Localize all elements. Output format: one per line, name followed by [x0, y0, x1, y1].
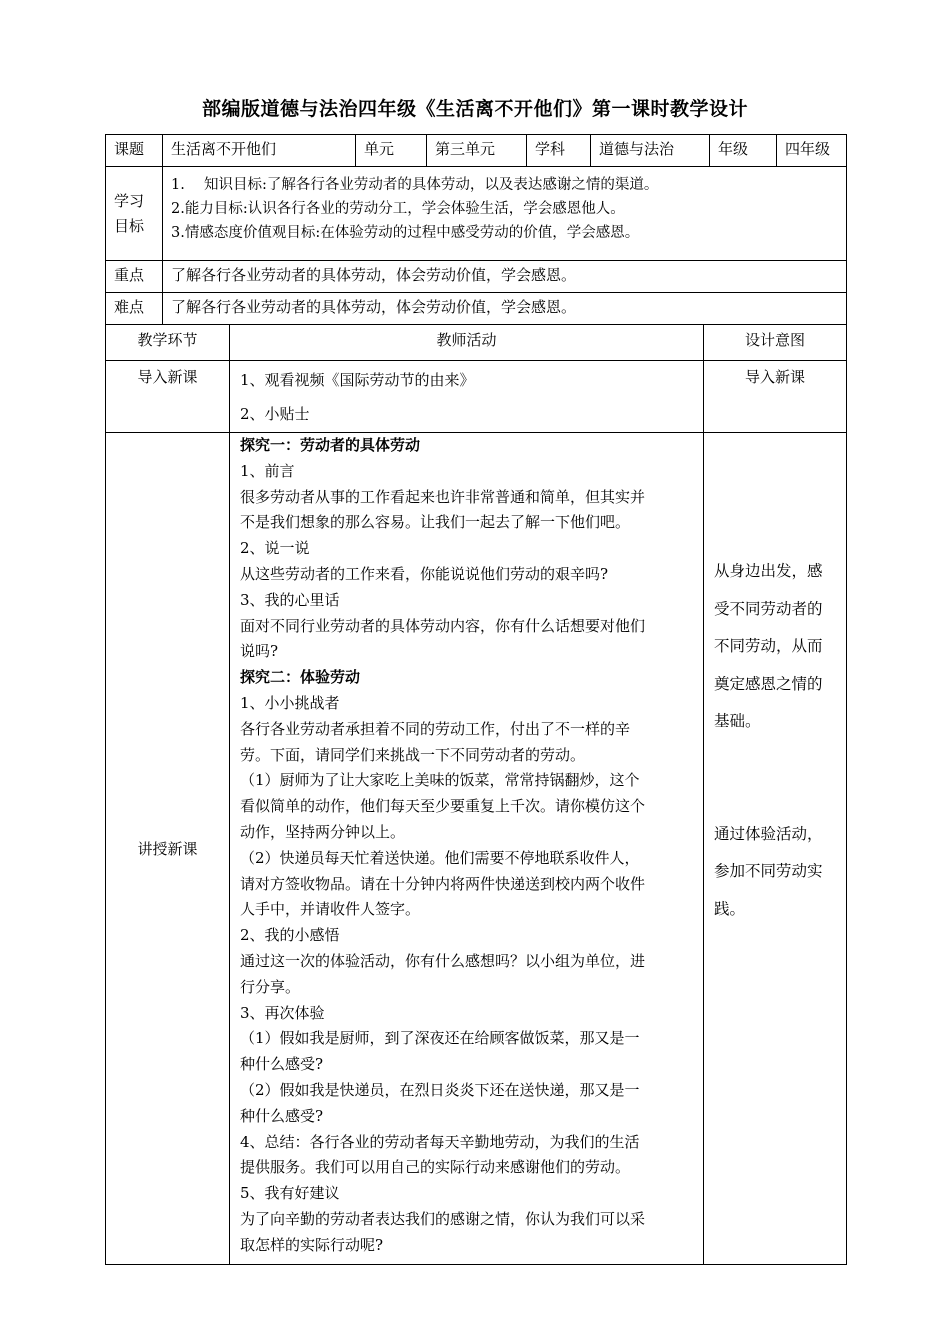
activity-line: （1）厨师为了让大家吃上美味的饭菜，常常持锅翻炒，这个	[240, 771, 640, 790]
intent-line: 通过体验活动，	[714, 824, 823, 843]
section-heading: 探究二：体验劳动	[240, 668, 361, 687]
grade-value: 四年级	[777, 135, 847, 167]
intro-item-tips: 2、小贴士	[240, 405, 310, 423]
activity-line: 劳。下面，请同学们来挑战一下不同劳动者的劳动。	[240, 745, 586, 764]
header-teacher-activity: 教师活动	[230, 325, 704, 361]
difficulty-label: 难点	[106, 293, 163, 325]
activity-line: 1、小小挑战者	[240, 693, 340, 712]
header-stage: 教学环节	[106, 325, 230, 361]
intro-activities	[230, 361, 704, 433]
subject-label: 学科	[527, 135, 591, 167]
intro-item-video: 1、观看视频《国际劳动节的由来》	[240, 371, 475, 389]
lesson-info-table	[105, 134, 847, 325]
activity-line: 5、我有好建议	[240, 1184, 340, 1203]
activity-line: 为了向辛勤的劳动者表达我们的感谢之情，你认为我们可以采	[240, 1209, 646, 1228]
activity-line: 1、前言	[240, 461, 295, 480]
activity-line: 2、说一说	[240, 539, 310, 558]
activity-line: 2、我的小感悟	[240, 926, 340, 945]
activity-line: 不是我们想象的那么容易。让我们一起去了解一下他们吧。	[240, 513, 631, 532]
teach-intent	[704, 433, 847, 1265]
activity-line: 4、总结：各行各业的劳动者每天辛勤地劳动，为我们的生活	[240, 1132, 640, 1151]
activity-line: 动作，坚持两分钟以上。	[240, 822, 406, 841]
key-point-label: 重点	[106, 261, 163, 293]
goals-label-line2: 目标	[114, 216, 145, 235]
teach-stage: 讲授新课	[106, 433, 230, 1265]
activity-line: 种什么感受?	[240, 1106, 324, 1125]
goals-label	[106, 167, 163, 261]
header-design-intent: 设计意图	[704, 325, 847, 361]
activity-line: 面对不同行业劳动者的具体劳动内容，你有什么话想要对他们	[240, 616, 646, 635]
activity-line: 提供服务。我们可以用自己的实际行动来感谢他们的劳动。	[240, 1158, 631, 1177]
unit-label: 单元	[356, 135, 427, 167]
intent-line: 奠定感恩之情的	[714, 674, 823, 693]
intent-line: 受不同劳动者的	[714, 599, 823, 618]
activity-line: 通过这一次的体验活动，你有什么感想吗？以小组为单位，进	[240, 951, 646, 970]
activity-line: 说吗?	[240, 642, 279, 661]
activity-line: 各行各业劳动者承担着不同的劳动工作，付出了不一样的辛	[240, 719, 631, 738]
intent-line: 参加不同劳动实	[714, 862, 823, 880]
intro-intent: 导入新课	[704, 361, 847, 433]
activity-line: 3、我的心里话	[240, 590, 340, 609]
section-heading: 探究一：劳动者的具体劳动	[240, 436, 421, 454]
teach-intent-2	[714, 816, 840, 929]
teach-activities	[230, 433, 704, 1265]
intro-stage: 导入新课	[106, 361, 230, 433]
key-point-value: 了解各行各业劳动者的具体劳动，体会劳动价值，学会感恩。	[163, 261, 847, 293]
page-title: 部编版道德与法治四年级《生活离不开他们》第一课时教学设计	[201, 98, 748, 120]
topic-label: 课题	[106, 135, 163, 167]
activity-line: 请对方签收物品。请在十分钟内将两件快递送到校内两个收件	[240, 874, 646, 893]
goal-emotion: 3.情感态度价值观目标:在体验劳动的过程中感受劳动的价值，学会感恩。	[171, 225, 640, 241]
goals-label-line1: 学习	[114, 191, 145, 210]
activity-line: （2）假如我是快递员，在烈日炎炎下还在送快递，那又是一	[240, 1080, 640, 1099]
goals-content	[163, 167, 847, 261]
intent-spacer	[714, 741, 840, 816]
unit-value: 第三单元	[427, 135, 527, 167]
activity-line: 3、再次体验	[240, 1003, 325, 1022]
activity-line: 行分享。	[240, 977, 301, 996]
goal-ability: 2.能力目标:认识各行各业的劳动分工，学会体验生活，学会感恩他人。	[171, 201, 625, 217]
grade-label: 年级	[710, 135, 777, 167]
teaching-process-table	[105, 324, 847, 1265]
activity-line: 看似简单的动作，他们每天至少要重复上千次。请你模仿这个	[240, 797, 646, 816]
activity-line: 取怎样的实际行动呢?	[240, 1235, 384, 1254]
intent-line: 从身边出发，感	[714, 562, 823, 580]
teach-intent-1	[714, 553, 840, 741]
difficulty-value: 了解各行各业劳动者的具体劳动，体会劳动价值，学会感恩。	[163, 293, 847, 325]
activity-line: 从这些劳动者的工作来看，你能说说他们劳动的艰辛吗?	[240, 564, 609, 583]
intent-line: 基础。	[714, 712, 761, 730]
intent-line: 践。	[714, 899, 746, 918]
activity-line: 很多劳动者从事的工作看起来也许非常普通和简单，但其实并	[240, 487, 646, 506]
activity-line: 人手中，并请收件人签字。	[240, 900, 421, 919]
intent-line: 不同劳动，从而	[714, 637, 823, 655]
activity-line: 种什么感受?	[240, 1055, 324, 1074]
goal-knowledge: 1. 知识目标:了解各行各业劳动者的具体劳动，以及表达感谢之情的渠道。	[171, 177, 659, 193]
subject-value: 道德与法治	[591, 135, 710, 167]
activity-line: （1）假如我是厨师，到了深夜还在给顾客做饭菜，那又是一	[240, 1029, 640, 1048]
activity-line: （2）快递员每天忙着送快递。他们需要不停地联系收件人，	[240, 848, 640, 867]
topic-value: 生活离不开他们	[163, 135, 356, 167]
